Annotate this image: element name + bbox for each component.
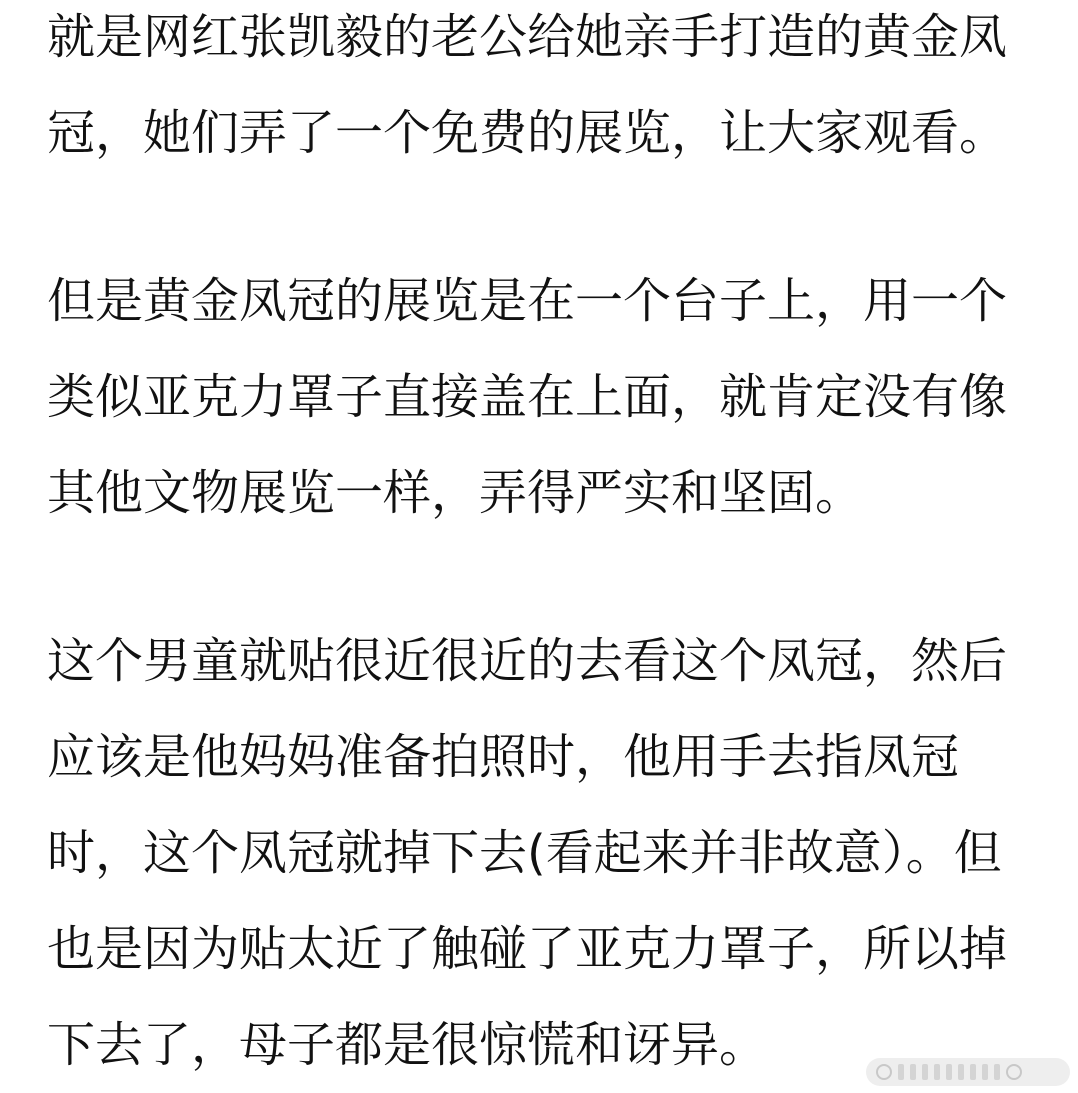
text-line: 这个男童就贴很近很近的去看这个凤冠，然后 (47, 633, 1008, 689)
watermark-end-icon (1006, 1064, 1022, 1080)
paragraph-1 (47, 0, 1057, 181)
text-line: 冠，她们弄了一个免费的展览，让大家观看。 (47, 105, 1008, 161)
text-line: 时，这个凤冠就掉下去(看起来并非故意）。但 (47, 825, 1002, 881)
text-line: 下去了，母子都是很惊慌和讶异。 (47, 1017, 768, 1073)
watermark-bar (946, 1064, 952, 1080)
text-line: 应该是他妈妈准备拍照时，他用手去指凤冠 (47, 729, 960, 785)
watermark-bar (982, 1064, 988, 1080)
text-line: 就是网红张凯毅的老公给她亲手打造的黄金凤 (47, 9, 1008, 65)
watermark-bar (958, 1064, 964, 1080)
watermark-bar (934, 1064, 940, 1080)
watermark-bar (898, 1064, 904, 1080)
text-line: 其他文物展览一样，弄得严实和坚固。 (47, 465, 864, 521)
text-line: 类似亚克力罩子直接盖在上面，就肯定没有像 (47, 369, 1008, 425)
article-body (47, 0, 1057, 1093)
watermark (866, 1058, 1070, 1086)
watermark-bar (910, 1064, 916, 1080)
watermark-bar (994, 1064, 1000, 1080)
watermark-logo-icon (876, 1064, 892, 1080)
paragraph-3 (47, 613, 1057, 1093)
paragraph-2 (47, 253, 1057, 541)
watermark-bar (970, 1064, 976, 1080)
text-line: 也是因为贴太近了触碰了亚克力罩子，所以掉 (47, 921, 1008, 977)
text-line: 但是黄金凤冠的展览是在一个台子上，用一个 (47, 273, 1008, 329)
watermark-bar (922, 1064, 928, 1080)
